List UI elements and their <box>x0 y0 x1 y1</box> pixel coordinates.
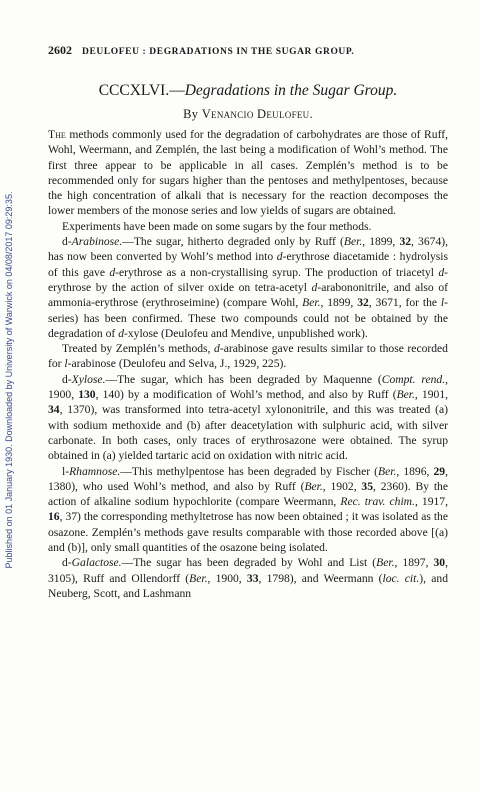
volume-number: 32 <box>399 235 412 249</box>
paragraph-experiments <box>48 219 448 234</box>
config-prefix: l <box>64 357 68 371</box>
text-run: d- <box>62 556 72 570</box>
author-name: Venancio Deulofeu. <box>201 107 313 121</box>
text-run: —This methylpentose has been degraded by Fischer ( <box>120 464 379 478</box>
text-run: , 1902, <box>322 479 362 493</box>
text-run: -arabinose (Deulofeu and Selva, J., 1929, 225). <box>67 357 287 371</box>
text-run: —The sugar has been degraded by Wohl and List ( <box>121 556 377 570</box>
text-run: -erythrose by the action of silver oxide on tetra-acetyl <box>48 265 448 294</box>
text-run: -erythrose as a non-crystallising syrup. The production of triacetyl <box>115 265 439 279</box>
paragraph-arabinose <box>48 234 448 341</box>
volume-number: 35 <box>361 479 374 493</box>
text-run: , 1370), was transformed into tetra-acetyl xylononitrile, and this was treated (a) with sodium methoxide and (b) after deacetylation with sulphuric acid, with silver carbonate. In both cases, only traces of erythrosazone were obtained. The syrup obtained in (a) yielded tartaric acid on oxidation with nitric acid. <box>48 403 448 463</box>
article-title <box>48 82 448 100</box>
running-head-text: DEULOFEU : DEGRADATIONS IN THE SUGAR GROUP. <box>82 47 355 57</box>
paragraph-galactose <box>48 555 448 601</box>
text-run: -xylose (Deulofeu and Mendive, unpublished work). <box>123 326 368 340</box>
text-run: , 1899, <box>362 235 400 249</box>
volume-number: 130 <box>78 388 96 402</box>
volume-number: 29 <box>433 464 446 478</box>
config-prefix: d <box>311 280 318 294</box>
author-by: By <box>183 107 199 121</box>
section-heading-arabinose: Arabinose. <box>71 235 123 249</box>
config-prefix: l <box>440 296 445 310</box>
text-run: Treated by Zemplén’s methods, <box>62 342 215 356</box>
running-head <box>48 43 448 58</box>
author-line <box>48 107 448 122</box>
text-run: , 1900, <box>48 372 448 402</box>
text-run: , 1380), who used Wohl’s method, and also by Ruff ( <box>48 464 448 493</box>
text-run: -arabinose gave results similar to those recorded for <box>48 342 448 371</box>
section-heading-xylose: Xylose. <box>71 372 106 386</box>
text-run: -erythrose diacetamide : hydrolysis of this gave <box>48 250 448 279</box>
paragraph-xylose <box>48 372 448 464</box>
text-run: , 1900, <box>207 571 247 585</box>
text-run: , 3671, for the <box>368 296 441 310</box>
section-heading-galactose: Galactose. <box>71 556 122 570</box>
page-number: 2602 <box>48 43 72 57</box>
download-watermark-text: Published on 01 January 1930. Downloaded by University of Warwick on 04/08/2017 09:29:35. <box>4 191 14 569</box>
text-run: , 3674), has now been converted by Wohl’s method into <box>48 235 449 264</box>
volume-number: 34 <box>48 403 60 417</box>
config-prefix: d <box>118 326 124 340</box>
volume-number: 33 <box>246 571 259 585</box>
config-prefix: d <box>438 265 445 279</box>
text-run: d- <box>62 235 72 249</box>
section-heading-rhamnose: Rhamnose. <box>69 464 121 478</box>
volume-number: 30 <box>433 556 446 570</box>
download-watermark <box>2 60 16 700</box>
journal-ref: Ber. <box>302 296 321 310</box>
journal-ref: Rec. trav. chim. <box>340 495 415 509</box>
volume-number: 16 <box>48 510 60 524</box>
text-run: , 140) by a modification of Wohl’s method, and also by Ruff ( <box>95 388 397 402</box>
journal-ref: Compt. rend. <box>381 372 446 386</box>
text-run: , 1897, <box>394 556 434 570</box>
config-prefix: d <box>214 342 220 356</box>
paragraph-intro-lead: The <box>48 128 66 141</box>
paragraph-intro <box>48 127 448 219</box>
text-run: , 1901, <box>414 388 449 402</box>
journal-ref: Ber. <box>189 571 208 585</box>
text-run: , 1896, <box>396 464 434 478</box>
journal-ref: Ber. <box>378 464 397 478</box>
journal-ref: Ber. <box>396 388 415 402</box>
text-run: -series) has been confirmed. These two compounds could not be obtained by the degradation of <box>48 296 448 340</box>
paragraph-zemplen-arabinose <box>48 341 448 372</box>
text-run: , 1899, <box>320 296 358 310</box>
volume-number: 32 <box>357 296 369 310</box>
text-run: —The sugar, hitherto degraded only by Ruff ( <box>122 235 344 249</box>
text-run: l- <box>62 464 70 478</box>
article-title-text: Degradations in the Sugar Group. <box>184 82 398 99</box>
paragraph-experiments-text: Experiments have been made on some sugars by the four methods. <box>62 219 372 233</box>
journal-ref: loc. cit. <box>382 571 420 585</box>
text-run: ), and Neuberg, Scott, and Lashmann <box>48 571 448 600</box>
paragraph-intro-text: methods commonly used for the degradation of carbohydrates are those of Ruff, Wohl, Weermann, and Zemplén, the last being a modification of Wohl’s method. The first three appear to be applicable in all cases. Zemplén’s method is to be recommended only for sugars higher than the pentoses and methylpentoses, because the high concentration of alkali that is necessary for the reaction decomposes the lower members of the monose series and low yields of sugars are obtained. <box>48 128 448 218</box>
article-number: CCCXLVI. <box>98 82 170 99</box>
text-run: —The sugar, which has been degraded by Maquenne ( <box>105 372 382 386</box>
text-run: , 2360). By the action of alkaline sodium hypochlorite (compare Weermann, <box>48 479 448 509</box>
text-run: , 37) the corresponding methyltetrose has now been obtained ; it was isolated as the osazone. Zemplén’s methods gave results comparable with those recorded above [(a) and (b)], only small quantities of the osazone being isolated. <box>48 510 448 555</box>
text-run: , 3105), Ruff and Ollendorff ( <box>48 556 448 585</box>
journal-ref: Ber. <box>343 235 363 249</box>
title-dash: — <box>169 82 185 99</box>
text-run: -arabononitrile, and also of ammonia-erythrose (erythroseimine) (compare Wohl, <box>48 280 448 310</box>
paragraph-rhamnose <box>48 464 448 556</box>
journal-ref: Ber. <box>376 556 395 570</box>
config-prefix: d <box>276 250 283 264</box>
config-prefix: d <box>109 265 116 279</box>
text-run: , 1798), and Weermann ( <box>258 571 383 585</box>
text-run: , 1917, <box>414 495 448 509</box>
article-body <box>48 127 448 601</box>
journal-ref: Ber. <box>304 479 323 493</box>
text-run: d- <box>62 372 72 386</box>
